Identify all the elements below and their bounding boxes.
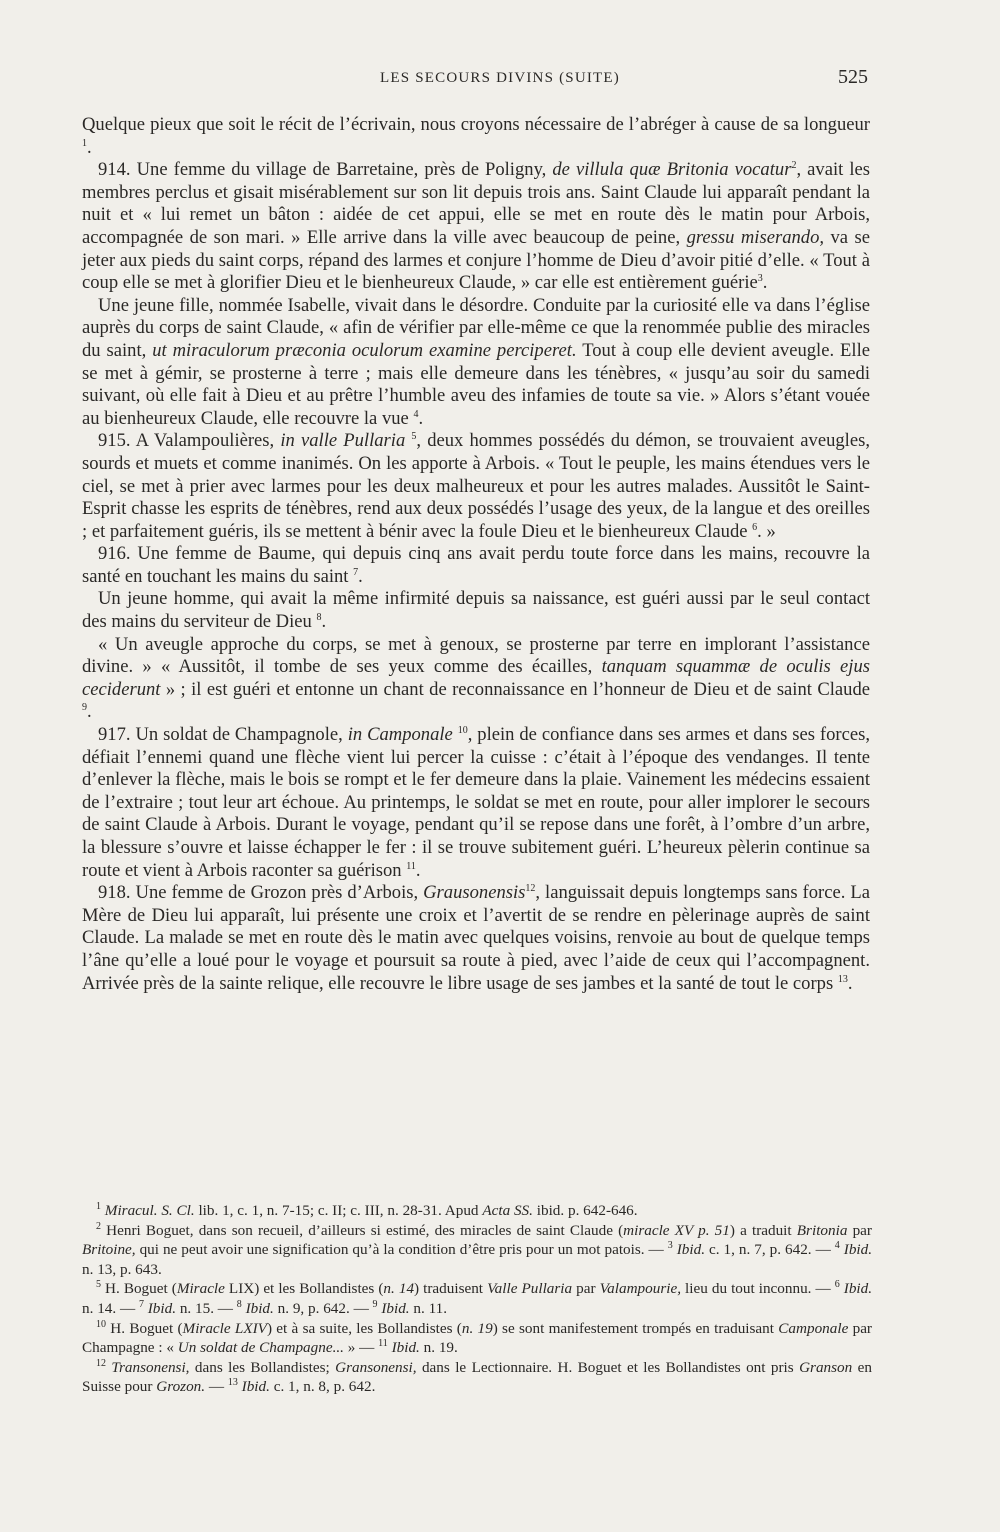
paragraph xyxy=(82,430,870,543)
footnote xyxy=(82,1279,872,1318)
italic-text: tanquam squammæ de oculis ejus ceciderunt xyxy=(82,656,870,700)
footnote-number: 13 xyxy=(227,1377,238,1389)
text-run: H. Boguet ( xyxy=(101,1280,177,1298)
text-run: 914. Une femme du village de Barretaine, près de Poligny, xyxy=(98,159,553,181)
text-run: . xyxy=(87,136,92,158)
italic-text: Britoine, xyxy=(82,1241,136,1259)
text-run: dans les Bollandistes; xyxy=(189,1358,336,1376)
footnote-ref: 12 xyxy=(525,883,536,894)
text-run: ) et à sa suite, les Bollandistes ( xyxy=(266,1319,462,1337)
text-run: Tout à coup elle devient aveugle. Elle se met à gémir, se prosterne à terre ; mais elle demeure dans les ténèbres, « jusqu’au soir du samedi suivant, où elle fait à Dieu et au prêtre l’humble aveu des infamies de toute sa vie. » Alors s’étant vouée au bienheureux Claude, elle recouvre la vue xyxy=(82,339,870,429)
footnote-ref: 13 xyxy=(837,973,848,985)
text-run: par xyxy=(572,1280,600,1298)
text-run: par Champagne : « xyxy=(82,1319,872,1357)
text-run: . xyxy=(358,565,363,587)
italic-text: Grausonensis xyxy=(423,882,526,904)
italic-text: Ibid. xyxy=(241,1378,270,1396)
text-run: dans le Lectionnaire. H. Boguet et les Bollandistes ont pris xyxy=(416,1358,800,1376)
footnote xyxy=(82,1358,872,1397)
paragraph xyxy=(82,588,870,633)
italic-text: ut miraculorum præconia oculorum examine perciperet. xyxy=(152,339,577,361)
footnote-ref: 11 xyxy=(406,860,416,872)
footnote-number: 1 xyxy=(96,1200,101,1212)
text-run: , languissait depuis longtemps sans force. La Mère de Dieu lui apparaît, lui présente une croix et l’avertit de se rendre en pèlerinage auprès de saint Claude. La malade se met en route dès le matin avec quelques voisins, renvoie au bout de quelque temps l’âne qu’elle a loué pour le voyage et poursuit sa route à pied, avec l’aide de ceux qui l’accompagnent. Arrivée près de la sainte relique, elle recouvre le libre usage de ses jambes et la santé de tout le corps xyxy=(82,882,870,994)
italic-text: Valle Pullaria xyxy=(487,1280,573,1298)
text-run: 915. A Valampoulières, xyxy=(98,430,281,452)
paragraph xyxy=(82,634,870,724)
footnote-ref: 7 xyxy=(353,566,359,578)
main-text xyxy=(82,114,870,995)
paragraph xyxy=(82,882,870,995)
footnote xyxy=(82,1319,872,1358)
italic-text: Ibid. xyxy=(147,1299,177,1317)
text-run: n. 9, p. 642. — xyxy=(273,1299,373,1317)
text-run: « Un aveugle approche du corps, se met à genoux, se prosterne par terre en implorant l’assistance divine. » « Aussitôt, il tombe de ses yeux comme des écailles, xyxy=(82,633,870,678)
footnote xyxy=(82,1221,872,1280)
italic-text: n. 19 xyxy=(461,1319,493,1337)
italic-text: Miracle LXIV xyxy=(182,1319,267,1337)
paragraph xyxy=(82,724,870,882)
footnote-ref: 9 xyxy=(82,702,87,714)
footnote-number: 5 xyxy=(96,1279,101,1291)
text-run: lieu du tout inconnu. — xyxy=(681,1280,835,1298)
paragraph xyxy=(82,159,870,295)
text-run: n. 19. xyxy=(419,1339,458,1357)
text-run: 916. Une femme de Baume, qui depuis cinq ans avait perdu toute force dans les mains, recouvre la santé en touchant les mains du saint xyxy=(82,543,870,587)
footnote-ref: 5 xyxy=(411,431,417,443)
italic-text: Gransonensi, xyxy=(335,1358,417,1376)
footnote-number: 7 xyxy=(138,1298,144,1310)
text-run: qui ne peut avoir une signification qu’à la condition d’être pris pour un mot patois. — xyxy=(135,1241,668,1259)
text-run: — xyxy=(205,1378,228,1396)
footnote-ref: 1 xyxy=(82,137,87,149)
text-run: » — xyxy=(343,1339,379,1357)
text-run: , avait les membres perclus et gisait misérablement sur son lit depuis trois ans. Saint Claude lui apparaît pendant la nuit et « lui remet un bâton : aidée de cet appui, elle se met en route dès le matin pour Arbois, accompagnée de son mari. » Elle arrive dans la ville avec beaucoup de peine, xyxy=(82,159,870,248)
text-run: , plein de confiance dans ses armes et dans ses forces, défiait l’ennemi quand une flèche vient lui percer la cuisse : c’était à l’époque des vendanges. Il tente d’enlever la flèche, mais le bois se rompt et le fer demeure dans la plaie. Vainement les médecins essaient de l’extraire ; tout leur art échoue. Au printemps, le soldat se met en route, pour aller implorer le secours de saint Claude à Arbois. Durant le voyage, pendant qu’il se repose dans une forêt, à l’ombre d’un arbre, la blessure s’ouvre et laisse échapper le fer : il se trouve subitement guéri. L’heureux pèlerin continue sa route et vient à Arbois raconter sa guérison xyxy=(82,724,870,881)
text-run: n. 13, p. 643. xyxy=(82,1260,162,1278)
text-run: va se jeter aux pieds du saint corps, répand des larmes et conjure l’homme de Dieu d’avoir pitié d’elle. « Tout à coup elle se met à glorifier Dieu et le bienheureux Claude, » car elle est entièrement guérie xyxy=(82,226,870,294)
text-run: Henri Boguet, dans son recueil, d’ailleurs si estimé, des miracles de saint Claude ( xyxy=(101,1221,624,1239)
footnote-number: 8 xyxy=(236,1298,242,1310)
text-run: . xyxy=(321,611,327,633)
text-run: ) se sont manifestement trompés en traduisant xyxy=(492,1319,779,1337)
text-run: en Suisse pour xyxy=(82,1358,872,1396)
text-run: Un jeune homme, qui avait la même infirmité depuis sa naissance, est guéri aussi par le seul contact des mains du serviteur de Dieu xyxy=(82,588,870,633)
footnote-number: 2 xyxy=(96,1220,101,1232)
text-run: lib. 1, c. 1, n. 7-15; c. II; c. III, n. 28-31. Apud xyxy=(194,1202,483,1219)
text-run: 917. Un soldat de Champagnole, xyxy=(98,724,348,746)
italic-text: Ibid. xyxy=(843,1241,873,1259)
italic-text: Ibid. xyxy=(843,1280,873,1298)
footnote-ref: 8 xyxy=(316,611,322,623)
text-run: » ; il est guéri et entonne un chant de reconnaissance en l’honneur de Dieu et de saint Claude xyxy=(160,678,870,700)
italic-text: Ibid. xyxy=(676,1241,705,1259)
italic-text: Granson xyxy=(799,1358,853,1376)
italic-text: gressu miserando, xyxy=(686,226,825,248)
italic-text: Britonia xyxy=(796,1221,848,1239)
text-run: ) a traduit xyxy=(729,1221,797,1239)
italic-text: miracle XV p. 51 xyxy=(623,1221,730,1239)
italic-text: Un soldat de Champagne... xyxy=(177,1339,344,1357)
footnote-number: 4 xyxy=(834,1240,840,1252)
text-run: Quelque pieux que soit le récit de l’écrivain, nous croyons nécessaire de l’abréger à cause de sa longueur xyxy=(82,114,870,135)
footnote-number: 6 xyxy=(834,1279,840,1291)
italic-text: Camponale xyxy=(778,1319,849,1337)
footnote-ref: 2 xyxy=(791,160,797,171)
running-title: LES SECOURS DIVINS (SUITE) xyxy=(380,70,620,86)
text-run: . » xyxy=(757,520,776,542)
footnote-number: 11 xyxy=(378,1338,388,1350)
text-run: . xyxy=(415,859,421,881)
footnote-number: 9 xyxy=(372,1298,378,1310)
italic-text: in Camponale xyxy=(347,724,453,746)
footnote-ref: 4 xyxy=(413,408,419,420)
footnotes xyxy=(82,1201,872,1397)
footnote xyxy=(82,1201,872,1221)
italic-text: Acta SS. xyxy=(482,1202,533,1219)
text-run: ) traduisent xyxy=(414,1280,488,1298)
text-run: c. 1, n. 7, p. 642. — xyxy=(705,1241,835,1259)
footnote-ref: 10 xyxy=(457,724,468,736)
footnote-ref: 6 xyxy=(752,521,758,533)
italic-text: Ibid. xyxy=(391,1339,420,1357)
footnote-number: 12 xyxy=(96,1357,106,1369)
italic-text: n. 14 xyxy=(383,1280,415,1298)
text-run: n. 14. — xyxy=(82,1299,139,1317)
footnote-number: 3 xyxy=(667,1240,673,1252)
text-run: 918. Une femme de Grozon près d’Arbois, xyxy=(98,882,424,904)
italic-text: de villula quæ Britonia vocatur xyxy=(552,159,792,181)
paragraph xyxy=(82,114,870,159)
text-run: H. Boguet ( xyxy=(106,1319,183,1337)
italic-text: Miracul. S. Cl. xyxy=(104,1202,195,1219)
text-run: . xyxy=(87,701,92,723)
text-run: n. 11. xyxy=(409,1299,448,1317)
text-run: , deux hommes possédés du démon, se trouvaient aveugles, sourds et muets et comme inanimés. On les apporte à Arbois. « Tout le peuple, les mains étendues vers le ciel, se met à prier avec larmes pour les deux malheureux et pour les autres malades. Aussitôt le Saint-Esprit chasse les esprits de ténèbres, rend aux deux possédés l’usage des yeux, de la langue et des oreilles ; et parfaitement guéris, ils se mettent à bénir avec la foule Dieu et le bienheureux Claude xyxy=(82,430,870,542)
footnote-number: 10 xyxy=(96,1318,106,1330)
italic-text: Ibid. xyxy=(245,1299,274,1317)
paragraph xyxy=(82,295,870,431)
page-number: 525 xyxy=(838,66,868,88)
text-run: LIX) et les Bollandistes ( xyxy=(224,1280,384,1298)
text-run: c. 1, n. 8, p. 642. xyxy=(269,1378,376,1396)
italic-text: in valle Pullaria xyxy=(280,430,406,452)
paragraph xyxy=(82,543,870,588)
text-run: . xyxy=(847,972,853,994)
footnote-ref: 3 xyxy=(757,272,763,284)
italic-text: Transonensi, xyxy=(111,1358,190,1376)
text-run: n. 15. — xyxy=(176,1299,237,1317)
text-run: Une jeune fille, nommée Isabelle, vivait dans le désordre. Conduite par la curiosité elle va dans l’église auprès du corps de saint Claude, « afin de vérifier par elle-même ce que la renommée publie des miracles du saint, xyxy=(82,294,870,361)
text-run: . xyxy=(418,407,424,429)
italic-text: Ibid. xyxy=(381,1299,410,1317)
text-run: ibid. p. 642-646. xyxy=(532,1202,638,1219)
italic-text: Grozon. xyxy=(156,1378,206,1396)
italic-text: Valampourie, xyxy=(599,1280,681,1298)
text-run: par xyxy=(847,1221,872,1239)
page-header xyxy=(0,66,1000,96)
italic-text: Miracle xyxy=(176,1280,225,1298)
text-run: . xyxy=(762,272,768,294)
